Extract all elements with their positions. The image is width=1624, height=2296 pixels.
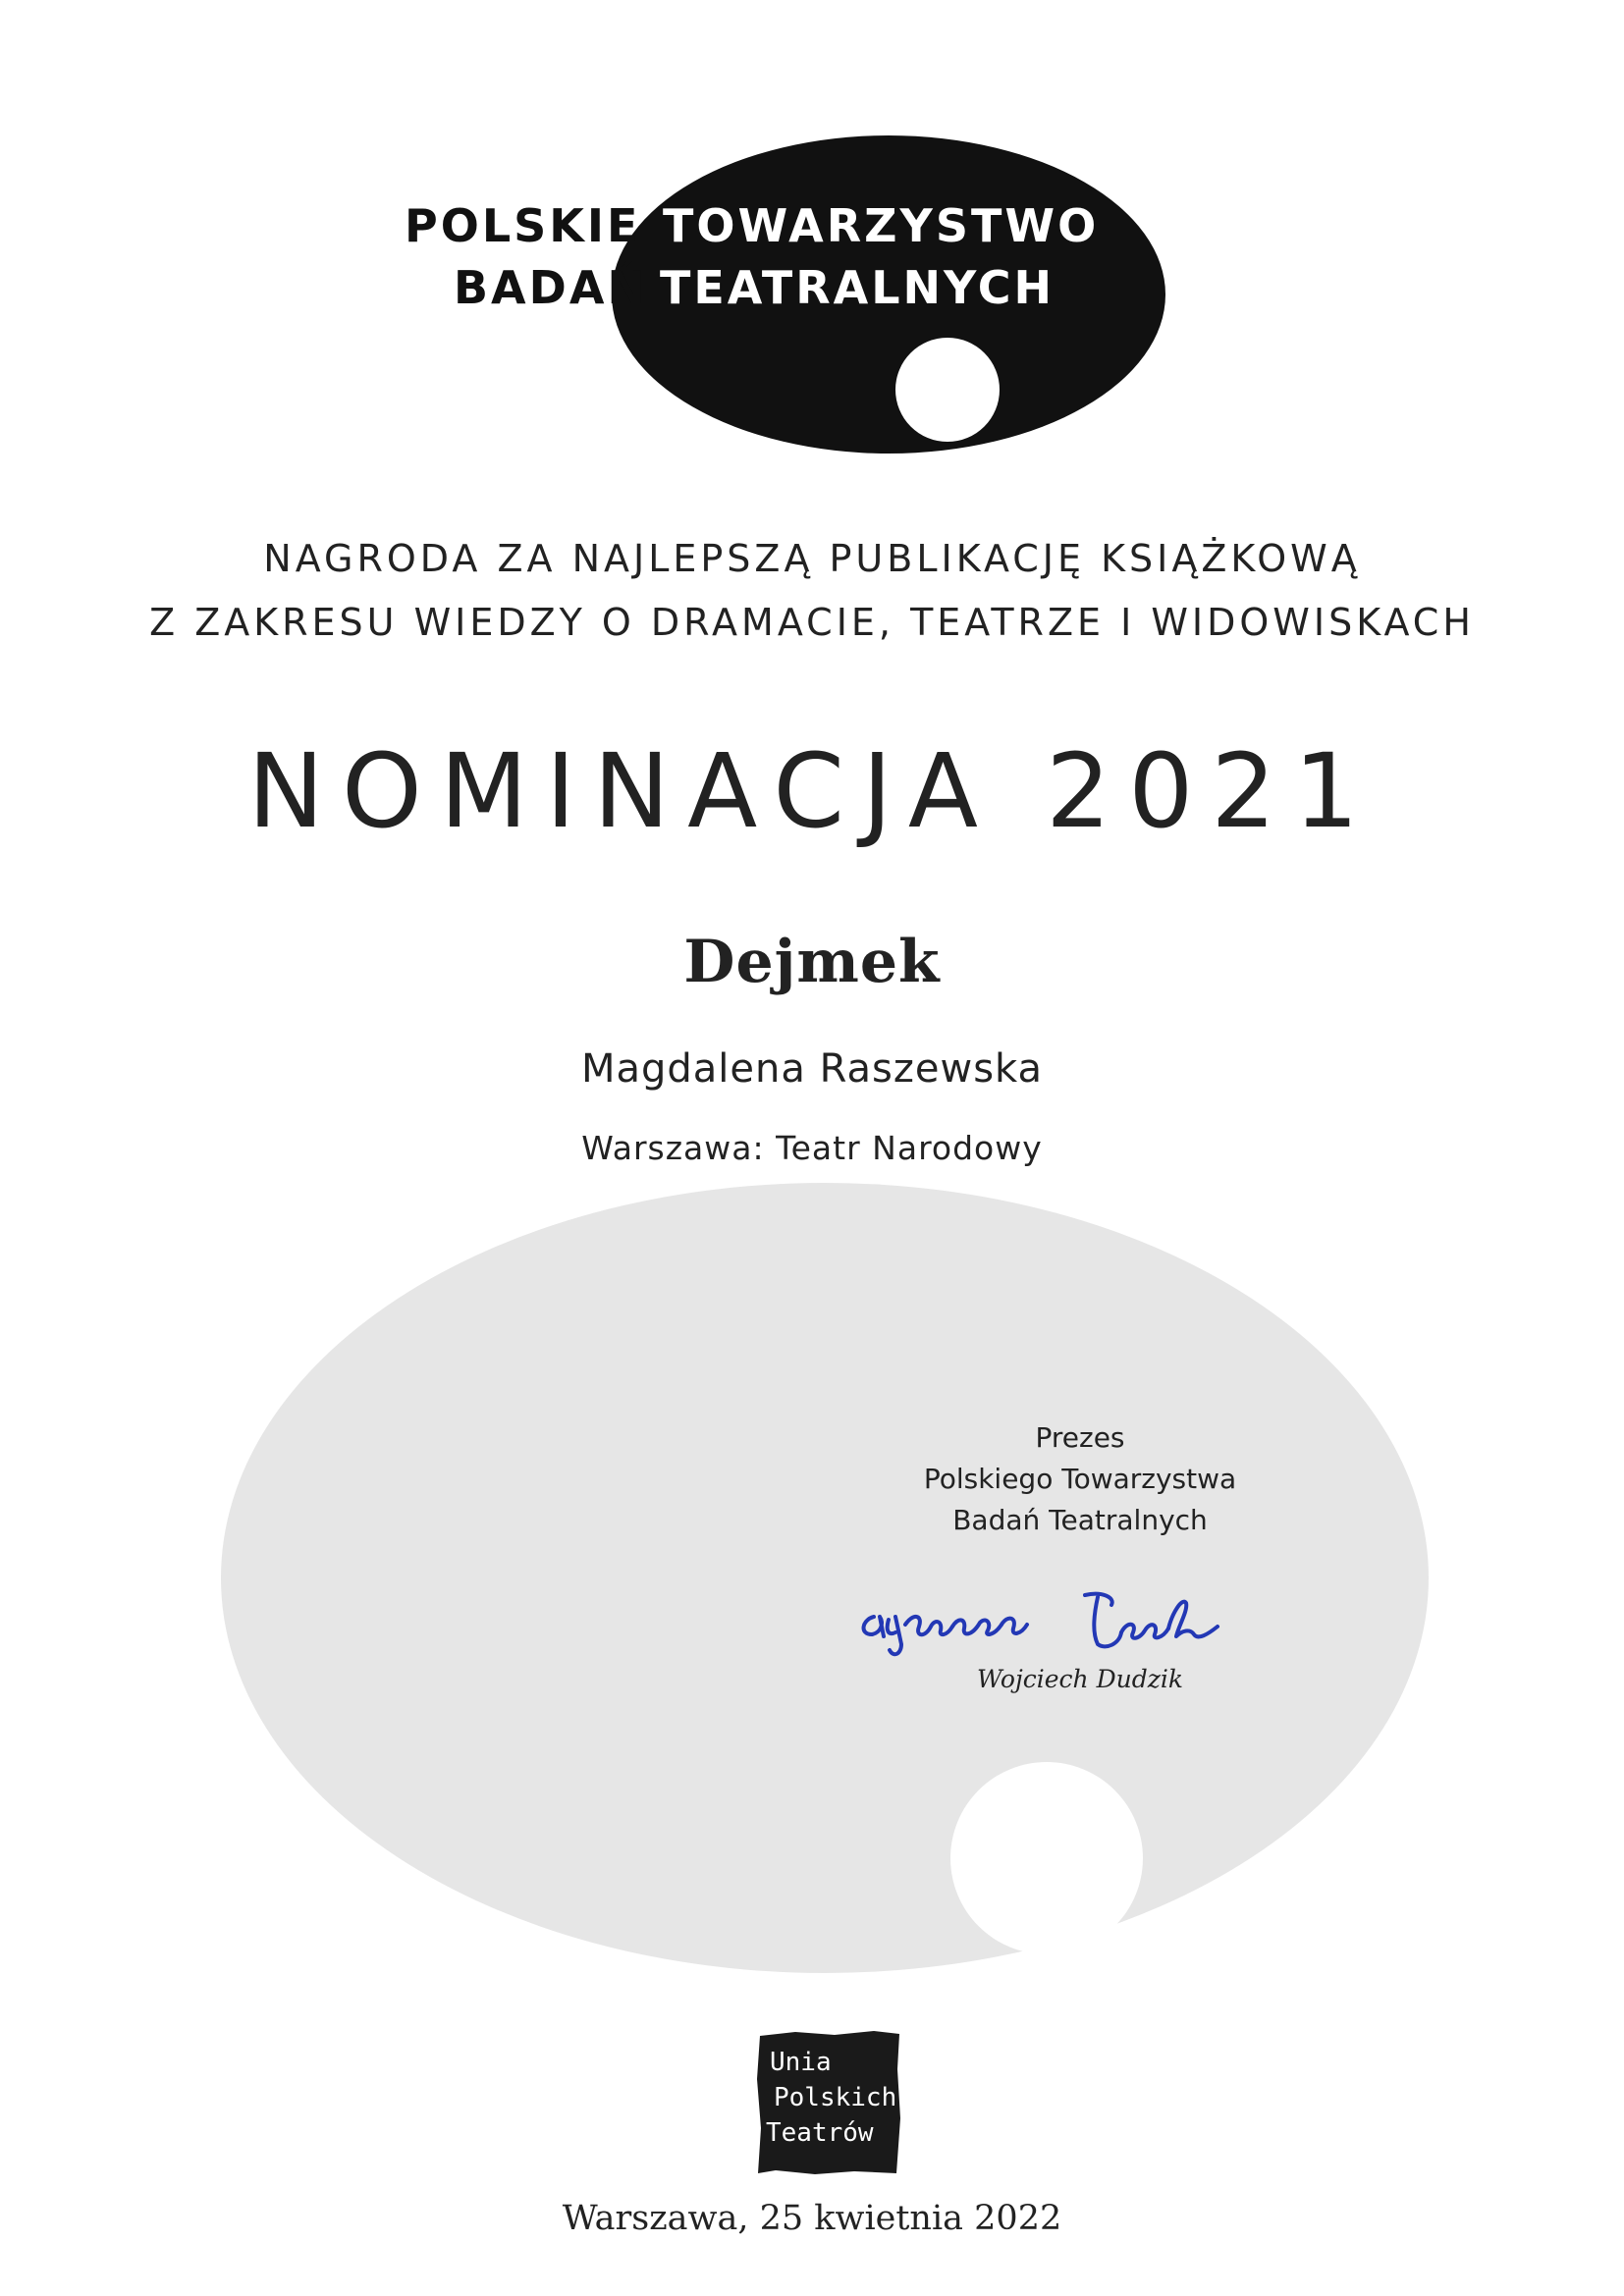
nomination-heading: NOMINACJA 2021 xyxy=(247,731,1377,851)
book-author: Magdalena Raszewska xyxy=(580,1046,1043,1092)
partner-logo xyxy=(756,2030,901,2175)
award-title-line-2: Z ZAKRESU WIEDZY O DRAMACIE, TEATRZE I WIDOWISKACH xyxy=(149,601,1475,644)
logo-word-polskie: POLSKIE xyxy=(405,199,641,252)
logo-word-teatralnych: TEATRALNYCH xyxy=(660,261,1055,314)
signatory-role-line-2: Polskiego Towarzystwa xyxy=(923,1463,1237,1495)
decorative-circle xyxy=(950,1762,1143,1954)
society-logo xyxy=(393,133,1168,456)
book-publisher: Warszawa: Teatr Narodowy xyxy=(581,1129,1043,1167)
partner-logo-line-1: Unia xyxy=(770,2048,832,2077)
partner-logo-line-3: Teatrów xyxy=(766,2118,874,2148)
logo-word-towarzystwo: TOWARZYSTWO xyxy=(663,199,1100,252)
award-title-line-1: NAGRODA ZA NAJLEPSZĄ PUBLIKACJĘ KSIĄŻKOWĄ xyxy=(263,537,1361,580)
signatory-name: Wojciech Dudzik xyxy=(976,1665,1184,1693)
logo-word-badan: BADAŃ xyxy=(454,261,648,314)
signatory-role-line-1: Prezes xyxy=(1035,1421,1125,1454)
handwritten-signature xyxy=(844,1575,1306,1664)
footer-date: Warszawa, 25 kwietnia 2022 xyxy=(562,2199,1062,2238)
partner-logo-line-2: Polskich xyxy=(774,2083,897,2112)
book-title: Dejmek xyxy=(683,928,941,996)
signatory-role-line-3: Badań Teatralnych xyxy=(952,1504,1208,1536)
